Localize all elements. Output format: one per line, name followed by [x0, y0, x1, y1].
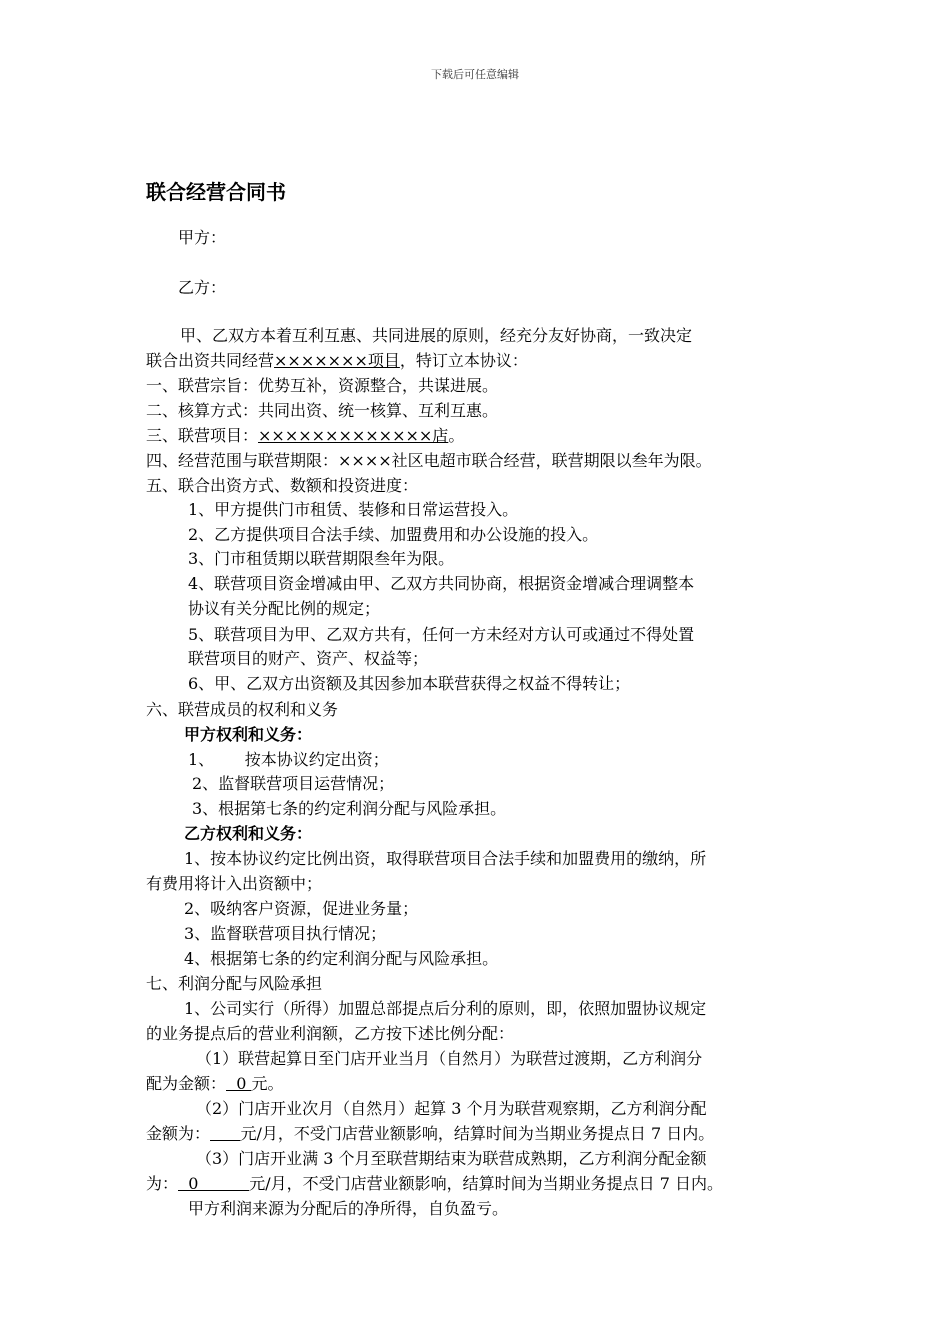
- profit-period-2: （2）门店开业次月（自然月）起算 3 个月为联营观察期，乙方利润分配: [196, 1099, 707, 1118]
- party-a-right-3: 3、根据第七条的约定利润分配与风险承担。: [192, 799, 507, 818]
- profit-period-3-cont: 为： 0 元/月，不受门店营业额影响，结算时间为当期业务提点日 7 日内。: [146, 1174, 723, 1193]
- period-3-amount: 0: [178, 1174, 250, 1193]
- party-b-right-1-cont: 有费用将计入出资额中；: [146, 874, 323, 893]
- section-4: 四、经营范围与联营期限：××××社区电超市联合经营，联营期限以叁年为限。: [146, 451, 712, 470]
- section-7: 七、利润分配与风险承担: [146, 974, 323, 993]
- project-placeholder: ×××××××项目: [274, 351, 400, 370]
- period-1-amount: 0: [226, 1074, 252, 1093]
- section-7-item-1-cont: 的业务提点后的营业利润额，乙方按下述比例分配：: [146, 1024, 515, 1043]
- section-5-item-3: 3、门市租赁期以联营期限叁年为限。: [188, 549, 455, 568]
- section-5-item-4-cont: 协议有关分配比例的规定；: [188, 599, 381, 618]
- section-5-item-6: 6、甲、乙双方出资额及其因参加本联营获得之权益不得转让；: [188, 674, 631, 693]
- section-5-item-2: 2、乙方提供项目合法手续、加盟费用和办公设施的投入。: [188, 525, 599, 544]
- store-placeholder: ×××××××××××××店: [258, 426, 449, 445]
- profit-period-1-cont: 配为金额： 0 元。: [146, 1074, 284, 1093]
- section-5-item-5-cont: 联营项目的财产、资产、权益等；: [188, 649, 429, 668]
- party-b-right-3: 3、监督联营项目执行情况；: [184, 924, 387, 943]
- intro-line-2: 联合出资共同经营×××××××项目，特订立本协议：: [146, 351, 528, 370]
- section-5: 五、联合出资方式、数额和投资进度：: [146, 476, 419, 495]
- party-a-profit-note: 甲方利润来源为分配后的净所得，自负盈亏。: [188, 1199, 509, 1218]
- section-6: 六、联营成员的权利和义务: [146, 700, 339, 719]
- party-a-right-2: 2、监督联营项目运营情况；: [192, 774, 395, 793]
- profit-period-2-cont: 金额为： 元/月，不受门店营业额影响，结算时间为当期业务提点日 7 日内。: [146, 1124, 715, 1143]
- profit-period-1: （1）联营起算日至门店开业当月（自然月）为联营过渡期，乙方利润分: [196, 1049, 703, 1068]
- section-3: 三、联营项目：×××××××××××××店。: [146, 426, 465, 445]
- party-b-rights-heading: 乙方权利和义务：: [184, 824, 313, 843]
- party-a-right-1: 1、 按本协议约定出资；: [188, 750, 389, 769]
- profit-period-3: （3）门店开业满 3 个月至联营期结束为联营成熟期，乙方利润分配金额: [196, 1149, 707, 1168]
- party-b-right-1: 1、按本协议约定比例出资，取得联营项目合法手续和加盟费用的缴纳，所: [184, 849, 707, 868]
- intro-line-1: 甲、乙双方本着互利互惠、共同进展的原则，经充分友好协商，一致决定: [180, 326, 693, 345]
- section-7-item-1: 1、公司实行（所得）加盟总部提点后分利的原则，即，依照加盟协议规定: [184, 999, 707, 1018]
- party-b-right-4: 4、根据第七条的约定利润分配与风险承担。: [184, 949, 499, 968]
- page-header-note: 下载后可任意编辑: [431, 68, 519, 81]
- section-1: 一、联营宗旨：优势互补，资源整合，共谋进展。: [146, 376, 499, 395]
- party-b-label: 乙方：: [178, 278, 227, 297]
- section-5-item-5: 5、联营项目为甲、乙双方共有，任何一方未经对方认可或通过不得处置: [188, 625, 695, 644]
- period-2-amount: [210, 1124, 241, 1143]
- document-title: 联合经营合同书: [146, 180, 286, 204]
- party-a-rights-heading: 甲方权利和义务：: [184, 725, 313, 744]
- section-5-item-1: 1、甲方提供门市租赁、装修和日常运营投入。: [188, 500, 519, 519]
- section-5-item-4: 4、联营项目资金增减由甲、乙双方共同协商，根据资金增减合理调整本: [188, 574, 695, 593]
- party-b-right-2: 2、吸纳客户资源，促进业务量；: [184, 899, 419, 918]
- section-2: 二、核算方式：共同出资、统一核算、互利互惠。: [146, 401, 499, 420]
- party-a-label: 甲方：: [178, 228, 227, 247]
